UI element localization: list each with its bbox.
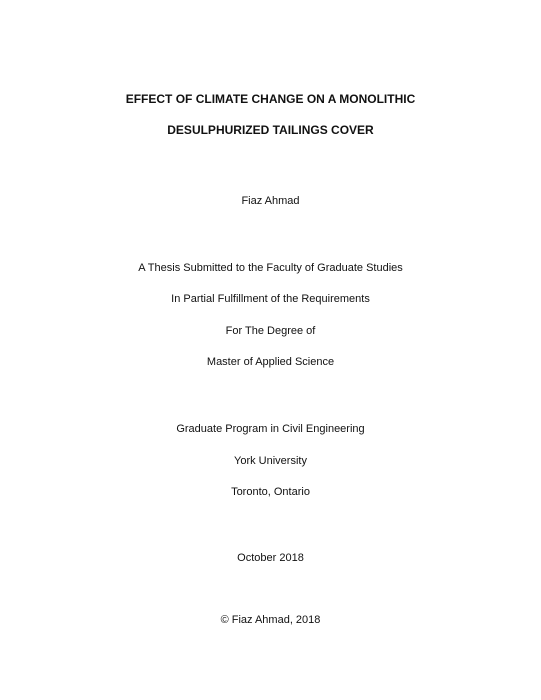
program-name: Graduate Program in Civil Engineering: [176, 423, 365, 435]
university-name: York University: [234, 455, 307, 467]
submission-line-3: For The Degree of: [225, 325, 316, 337]
thesis-title-line-1: EFFECT OF CLIMATE CHANGE ON A MONOLITHIC: [125, 92, 416, 106]
degree-name: Master of Applied Science: [206, 356, 335, 368]
thesis-title-line-2: DESULPHURIZED TAILINGS COVER: [167, 123, 374, 137]
submission-line-1: A Thesis Submitted to the Faculty of Graduate Studies: [138, 262, 403, 274]
copyright-notice: © Fiaz Ahmad, 2018: [220, 614, 321, 626]
submission-date: October 2018: [237, 552, 304, 564]
author-name: Fiaz Ahmad: [241, 195, 300, 207]
submission-line-2: In Partial Fulfillment of the Requirements: [171, 293, 370, 305]
university-location: Toronto, Ontario: [231, 486, 310, 498]
